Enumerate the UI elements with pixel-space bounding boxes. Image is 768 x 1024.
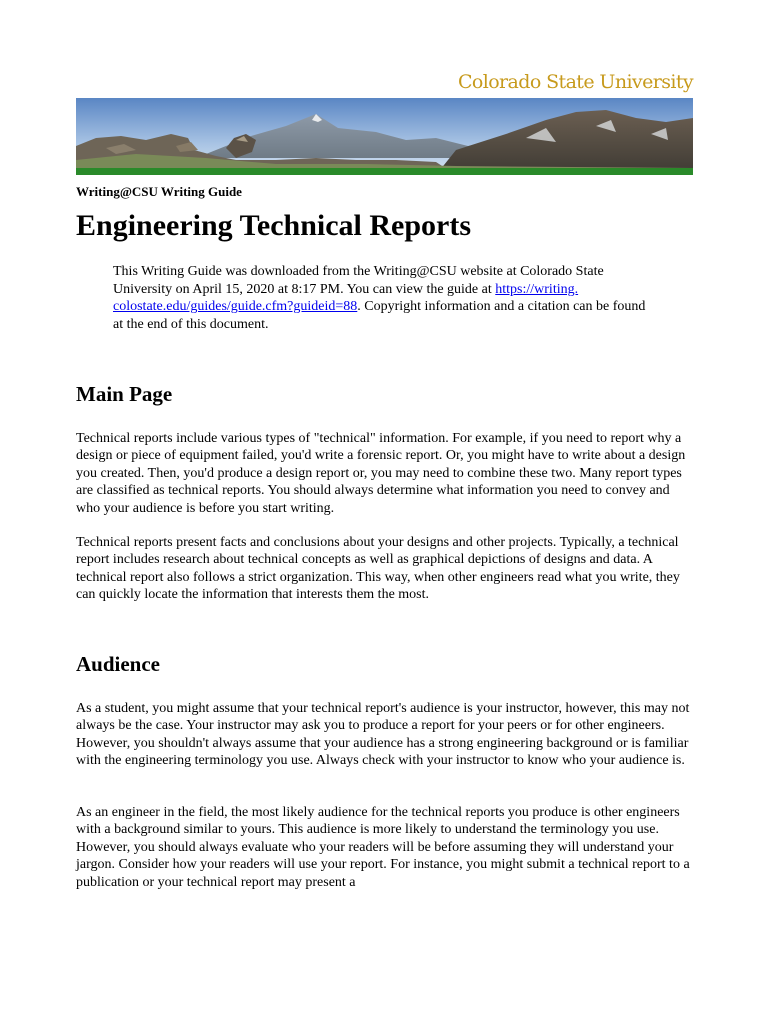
paragraph: As an engineer in the field, the most likely audience for the technical reports you produce is other engineers with a background similar to yours. This audience is more likely to understand the terminology you use. However, you should always evaluate who your readers will be before assuming they will understand your jargon. Consider how your readers will use your report. For instance, you might submit a technical report to a publication or your technical report may present a [76,805,690,890]
paragraph: Technical reports present facts and conclusions about your designs and other projects. Typically, a technical report includes research about technical concepts as well as graphical depictions of designs and data. A technical report also follows a strict organization. This way, when other engineers read what you write, they can quickly locate the information that interests them the most. [76,535,680,603]
guide-link-line1: https://writing. [495,281,579,297]
section-heading-audience: Audience [76,652,160,676]
guide-label: Writing@CSU Writing Guide [76,184,242,199]
paragraph: Technical reports include various types of "technical" information. For example, if you need to report why a design or piece of equipment failed, you'd write a forensic report. Or, you might have to write about a design you created. Then, you'd produce a design report or, you may need to combine these two. Many report types are classified as technical reports. You should always determine what information you need to convey and who your audience is before you start writing. [76,431,686,516]
section-heading-main-page: Main Page [76,382,173,406]
mountain-landscape-banner [76,98,693,175]
intro-text: This Writing Guide was downloaded from the Writing@CSU website at Colorado State University on April 15, 2020 at 8:17 PM. You can view the guide at [113,264,604,297]
document-title: Engineering Technical Reports [76,209,472,242]
paragraph: As a student, you might assume that your technical report's audience is your instructor, however, this may not always be the case. Your instructor may ask you to produce a report for your peers or for other engineers. However, you shouldn't always assume that your audience has a strong engineering background or is familiar with the engineering terminology you use. Always check with your instructor to know who your audience is. [76,701,690,769]
university-logo-text: Colorado State University [457,71,693,93]
intro-paragraph [113,263,653,333]
guide-link-line2: colostate.edu/guides/guide.cfm?guideid=88 [113,299,358,315]
intro-text-after: . Copyright information and a citation can be found at the end of this document. [113,299,646,332]
mountain-landscape-icon [76,98,693,175]
